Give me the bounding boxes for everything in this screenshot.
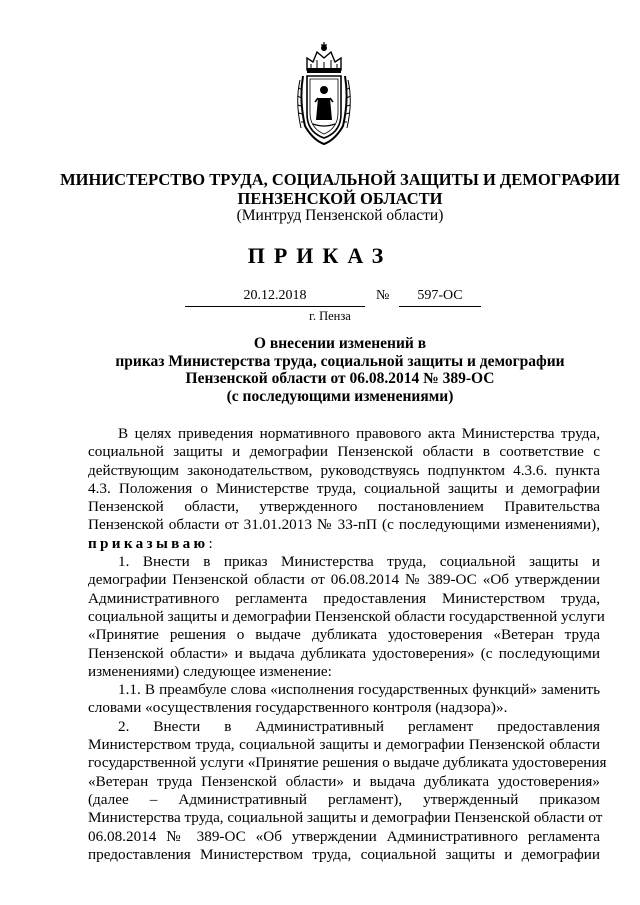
subject-line: Пензенской области от 06.08.2014 № 389-ОС: [185, 370, 495, 387]
number-sign: №: [376, 288, 390, 303]
body-line: 2. Внести в Административный регламент предоставления: [118, 717, 600, 735]
body-line: (далее – Административный регламент), утвержденный приказом: [88, 790, 600, 808]
body-line: «Ветеран труда Пензенской области» и выдача дубликата удостоверения»: [88, 772, 600, 790]
number-underline: [399, 306, 481, 307]
order-colon: :: [208, 534, 213, 552]
ministry-name-line1: МИНИСТЕРСТВО ТРУДА, СОЦИАЛЬНОЙ ЗАЩИТЫ И ДЕМОГРАФИИ: [60, 170, 620, 189]
body-line: «Принятие решения о выдаче дубликата удостоверения «Ветеран труда: [88, 626, 600, 644]
body-line: В целях приведения нормативного правового акта Министерства труда,: [118, 425, 600, 442]
body-line: 1. Внести в приказ Министерства труда, социальной защиты и: [118, 553, 600, 571]
order-directive: [88, 535, 600, 553]
ministry-name-line2: ПЕНЗЕНСКОЙ ОБЛАСТИ: [237, 189, 443, 208]
body-line: действующим законодательством, руководствуясь подпунктом 4.3.6. пункта: [88, 461, 600, 479]
coat-of-arms-icon: [293, 40, 355, 148]
order-date-number-line: [0, 288, 640, 310]
order-city: г. Пенза: [309, 309, 351, 323]
body-line: Пензенской области, утвержденного постановлением Правительства: [88, 498, 600, 516]
body-line: изменениями) следующее изменение:: [88, 662, 332, 680]
body-line: Министерства труда, социальной защиты и демографии Пензенской области от: [88, 809, 603, 827]
order-date: 20.12.2018: [243, 288, 307, 303]
body-line: Административного регламента предоставления Министерством труда,: [88, 589, 600, 607]
order-word: приказываю: [88, 534, 209, 552]
body-line: 1.1. В преамбуле слова «исполнения государственных функций» заменить: [118, 681, 600, 699]
order-body: [88, 425, 607, 864]
order-number: 597-ОС: [417, 288, 463, 303]
body-line: 4.3. Положения о Министерстве труда, социальной защиты и демографии: [88, 479, 600, 497]
date-underline: [185, 306, 365, 307]
body-line: социальной защиты и демографии Пензенской области государственной услуги: [88, 607, 605, 625]
body-line: социальной защиты и демографии Пензенской области в соответствие с: [88, 443, 600, 461]
body-line: словами «осуществления государственного контроля (надзора)».: [88, 699, 508, 717]
coat-of-arms-emblem: [293, 40, 355, 148]
subject-line: (с последующими изменениями): [226, 387, 454, 405]
body-line: Пензенской области от 31.01.2013 № 33-пП (с последующими изменениями),: [88, 516, 600, 534]
document-type-title: ПРИКАЗ: [247, 243, 393, 268]
body-line: демографии Пензенской области от 06.08.2014 № 389-ОС «Об утверждении: [88, 571, 600, 589]
ministry-short-name: (Минтруд Пензенской области): [236, 207, 444, 224]
order-subject: [90, 335, 590, 405]
body-line: 06.08.2014 № 389-ОС «Об утверждении Административного регламента: [88, 827, 600, 845]
body-line: предоставления Министерством труда, социальной защиты и демографии: [88, 845, 600, 863]
body-line: Пензенской области» и выдача дубликата удостоверения» (с последующими: [88, 644, 600, 662]
body-line: государственной услуги «Принятие решения о выдаче дубликата удостоверения: [88, 754, 607, 772]
body-line: Министерством труда, социальной защиты и демографии Пензенской области: [88, 736, 600, 754]
subject-line: приказ Министерства труда, социальной защиты и демографии: [115, 352, 565, 370]
subject-line: О внесении изменений в: [253, 335, 427, 352]
